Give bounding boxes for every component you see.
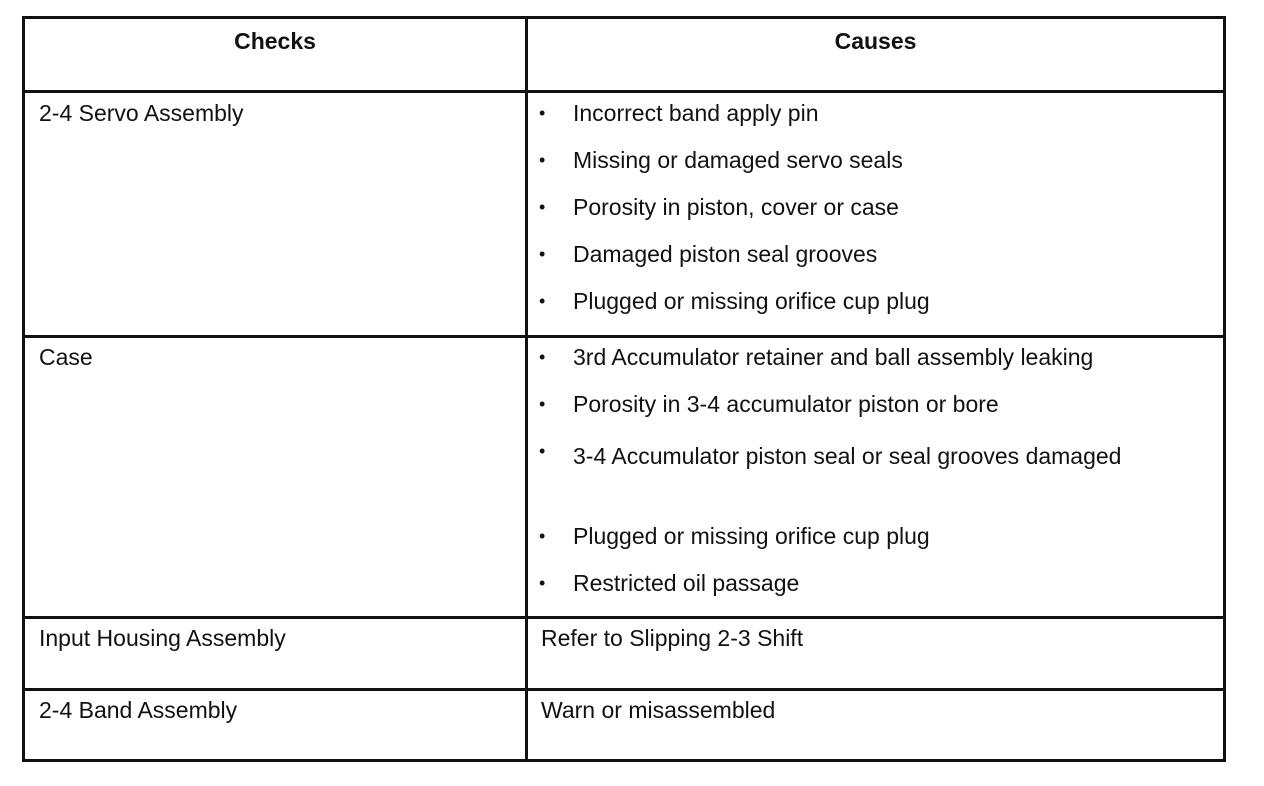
check-cell: Input Housing Assembly xyxy=(39,625,286,651)
cause-item: 3rd Accumulator retainer and ball assembly leaking xyxy=(573,344,1094,370)
row-divider xyxy=(25,616,1223,619)
cause-item: Plugged or missing orifice cup plug xyxy=(573,288,930,314)
check-cell: Case xyxy=(39,344,93,370)
check-cell: 2-4 Band Assembly xyxy=(39,697,238,723)
cause-item: 3-4 Accumulator piston seal or seal grooves damaged xyxy=(573,443,1122,469)
cause-item: Plugged or missing orifice cup plug xyxy=(573,523,930,549)
bullet-icon: • xyxy=(539,573,546,593)
row-divider xyxy=(25,688,1223,691)
header-checks: Checks xyxy=(234,28,316,54)
bullet-icon: • xyxy=(539,347,546,367)
cause-item: Porosity in 3-4 accumulator piston or bore xyxy=(573,391,999,417)
cause-item: Porosity in piston, cover or case xyxy=(573,194,899,220)
check-cell: 2-4 Servo Assembly xyxy=(39,100,244,126)
cause-cell: Warn or misassembled xyxy=(541,697,776,723)
row-divider xyxy=(25,90,1223,93)
bullet-icon: • xyxy=(539,244,546,264)
troubleshooting-table xyxy=(22,16,1226,762)
bullet-icon: • xyxy=(539,291,546,311)
cause-item: Damaged piston seal grooves xyxy=(573,241,878,267)
bullet-icon: • xyxy=(539,197,546,217)
bullet-icon: • xyxy=(539,150,546,170)
column-divider xyxy=(525,19,528,759)
cause-item: Missing or damaged servo seals xyxy=(573,147,903,173)
cause-cell: Refer to Slipping 2-3 Shift xyxy=(541,625,804,651)
row-divider xyxy=(25,335,1223,338)
header-causes: Causes xyxy=(834,28,917,54)
bullet-icon: • xyxy=(539,103,546,123)
bullet-icon: • xyxy=(539,441,546,461)
bullet-icon: • xyxy=(539,526,546,546)
cause-item: Incorrect band apply pin xyxy=(573,100,819,126)
bullet-icon: • xyxy=(539,394,546,414)
cause-item: Restricted oil passage xyxy=(573,570,800,596)
